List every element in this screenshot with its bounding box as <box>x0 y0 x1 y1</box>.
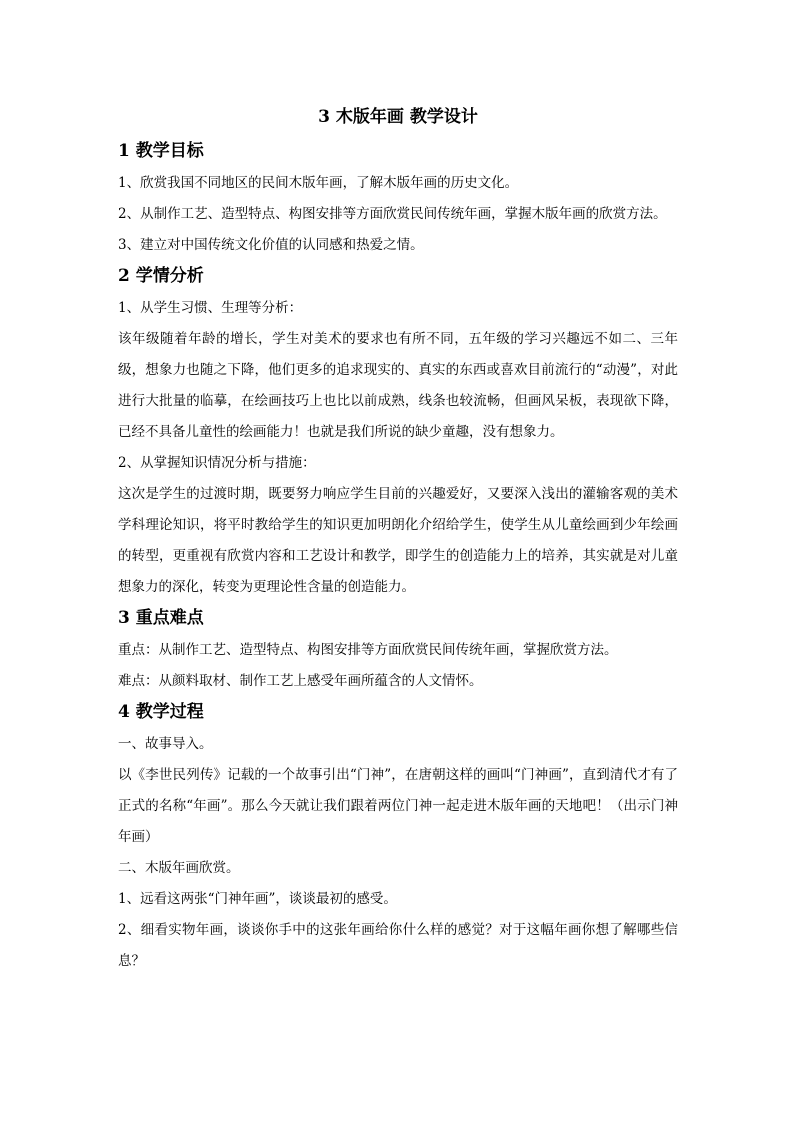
process-step-1-title: 一、故事导入。 <box>118 736 213 752</box>
analysis-item-2-body: 这次是学生的过渡时期，既要努力响应学生目前的兴趣爱好，又要深入浅出的灌输客观的美术学科理论知识，将平时教给学生的知识更加明朗化介绍给学生，使学生从儿童绘画到少年绘画的转型，更重视有欣赏内容和工艺设计和教学，即学生的创造能力上的培养，其实就是对儿童想象力的深化，转变为更理论性含量的创造能力。 <box>118 486 678 595</box>
process-step-2-title: 二、木版年画欣赏。 <box>118 860 240 876</box>
key-point-difficulty: 难点：从颜料取材、制作工艺上感受年画所蕴含的人文情怀。 <box>118 673 483 689</box>
document-title: 3 木版年画 教学设计 <box>318 107 478 127</box>
section-heading-key-points: 3 重点难点 <box>118 608 204 628</box>
objective-item-2: 2、从制作工艺、造型特点、构图安排等方面欣赏民间传统年画，掌握木版年画的欣赏方法。 <box>118 206 667 222</box>
key-point-focus: 重点：从制作工艺、造型特点、构图安排等方面欣赏民间传统年画，掌握欣赏方法。 <box>118 642 618 658</box>
analysis-item-2-title: 2、从掌握知识情况分析与措施： <box>118 455 316 471</box>
section-heading-process: 4 教学过程 <box>118 702 204 722</box>
section-heading-analysis: 2 学情分析 <box>118 266 204 286</box>
section-heading-objectives: 1 教学目标 <box>118 141 204 161</box>
analysis-item-1-body: 该年级随着年龄的增长，学生对美术的要求也有所不同，五年级的学习兴趣远不如二、三年级，想象力也随之下降，他们更多的追求现实的、真实的东西或喜欢目前流行的“动漫”，对此进行大批量的临摹，在绘画技巧上也比以前成熟，线条也较流畅，但画风呆板，表现欲下降，已经不具备儿童性的绘画能力！也就是我们所说的缺少童趣，没有想象力。 <box>118 331 678 440</box>
document-page <box>118 104 678 977</box>
analysis-item-1-title: 1、从学生习惯、生理等分析： <box>118 300 303 316</box>
process-step-1-body: 以《李世民列传》记载的一个故事引出“门神”，在唐朝这样的画叫“门神画”，直到清代才有了正式的名称“年画”。那么今天就让我们跟着两位门神一起走进木版年画的天地吧！（出示门神年画） <box>118 767 678 845</box>
process-step-2-item-2: 2、细看实物年画，谈谈你手中的这张年画给你什么样的感觉？对于这幅年画你想了解哪些信息？ <box>118 922 678 969</box>
objective-item-3: 3、建立对中国传统文化价值的认同感和热爱之情。 <box>118 237 424 253</box>
process-step-2-item-1: 1、远看这两张“门神年画”，谈谈最初的感受。 <box>118 891 397 907</box>
objective-item-1: 1、欣赏我国不同地区的民间木版年画，了解木版年画的历史文化。 <box>118 175 519 191</box>
